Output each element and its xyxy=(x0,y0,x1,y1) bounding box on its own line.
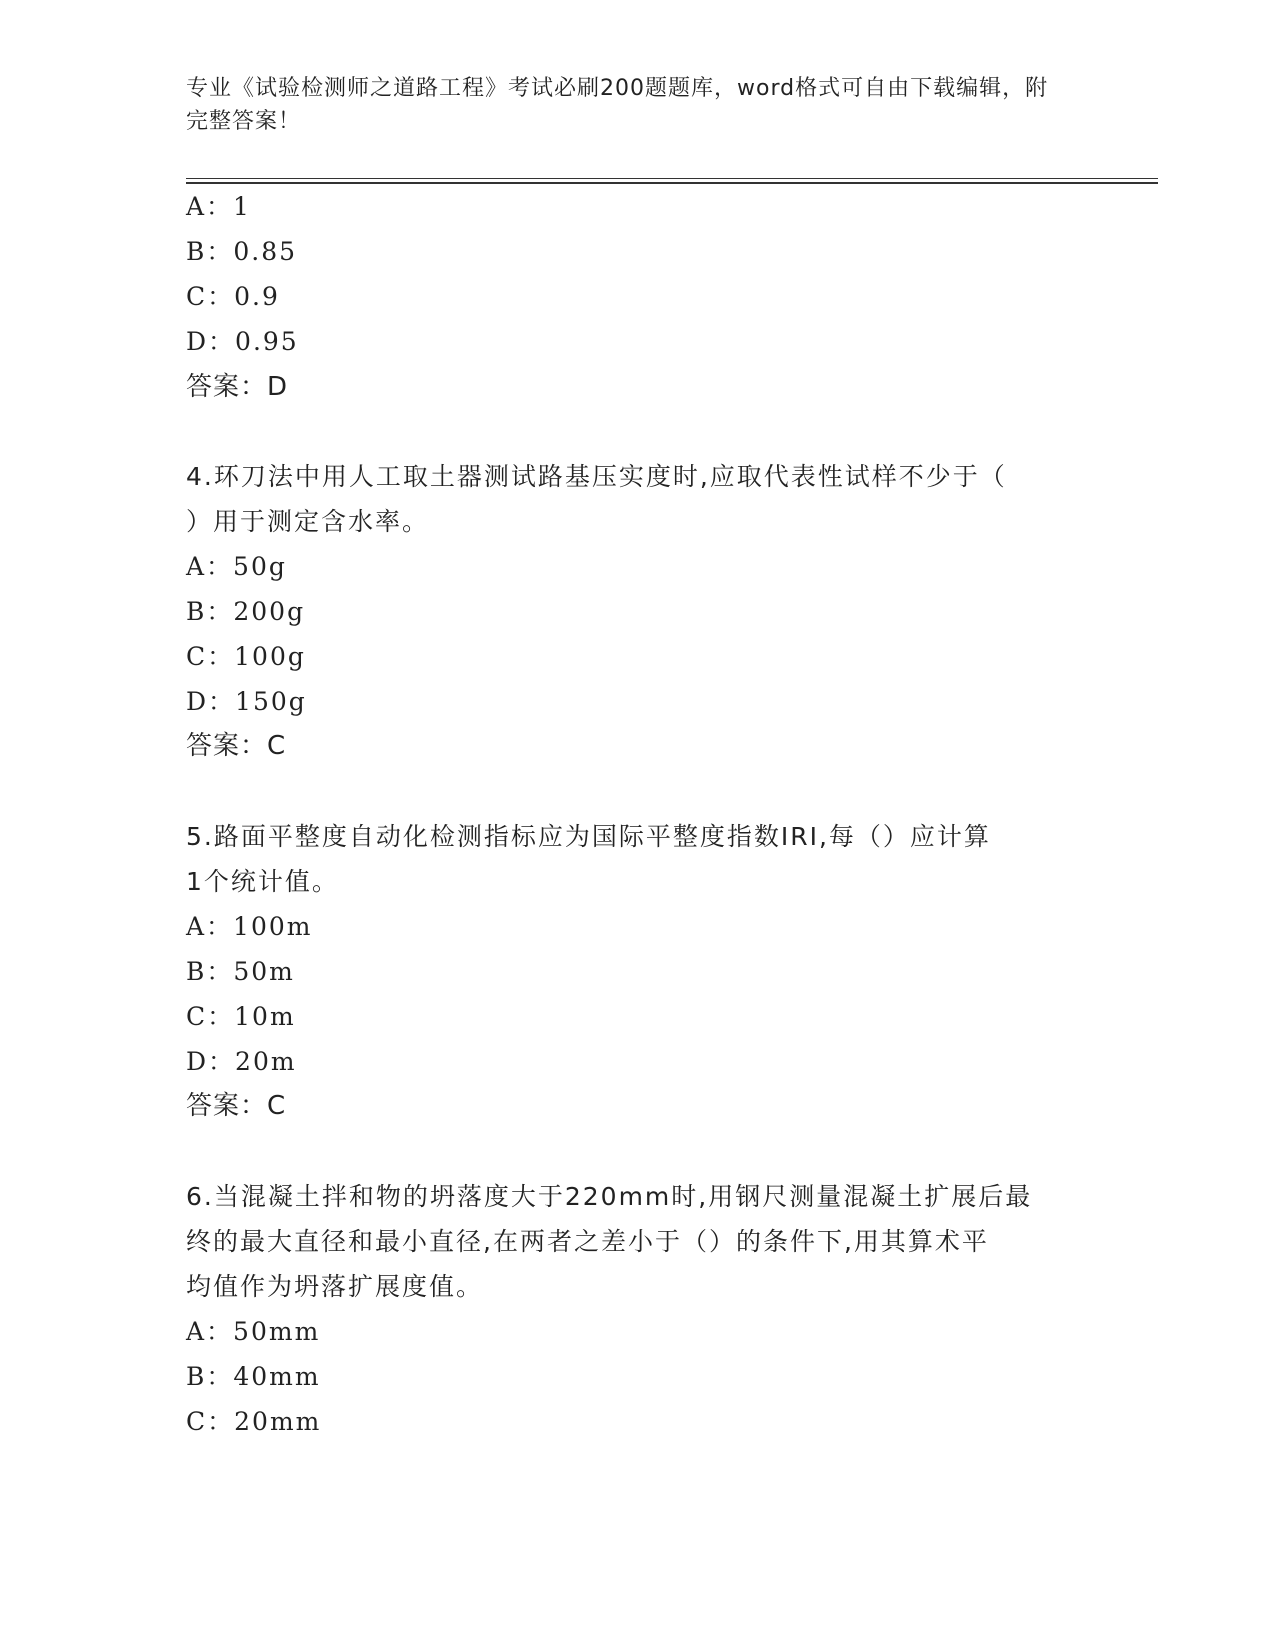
question-6-option-b: B：40mm xyxy=(186,1362,321,1391)
question-4-option-c: C：100g xyxy=(186,642,306,671)
question-5-option-b: B：50m xyxy=(186,957,295,986)
question-5-text-line-2: 1个统计值。 xyxy=(186,867,339,896)
question-5-option-c: C：10m xyxy=(186,1002,296,1031)
question-4-text-line-2: ）用于测定含水率。 xyxy=(186,507,430,536)
option-b: B：0.85 xyxy=(186,237,298,266)
question-5-answer: 答案：C xyxy=(186,1091,287,1121)
question-5-option-d: D：20m xyxy=(186,1047,297,1076)
option-c: C：0.9 xyxy=(186,282,280,311)
question-6-option-c: C：20mm xyxy=(186,1407,322,1436)
question-4-text-line-1: 4.环刀法中用人工取土器测试路基压实度时,应取代表性试样不少于（ xyxy=(186,462,1007,491)
answer: 答案：D xyxy=(186,372,289,402)
option-a: A：1 xyxy=(186,192,251,221)
question-6-text-line-1: 6.当混凝土拌和物的坍落度大于220mm时,用钢尺测量混凝土扩展后最 xyxy=(186,1182,1033,1211)
question-6-text-line-3: 均值作为坍落扩展度值。 xyxy=(186,1272,484,1301)
question-6-text-line-2: 终的最大直径和最小直径,在两者之差小于（）的条件下,用其算术平 xyxy=(186,1227,989,1256)
question-5-option-a: A：100m xyxy=(186,912,313,941)
header-divider-thin xyxy=(186,178,1158,179)
question-4-option-d: D：150g xyxy=(186,687,307,716)
question-6-option-a: A：50mm xyxy=(186,1317,321,1346)
question-5-text-line-1: 5.路面平整度自动化检测指标应为国际平整度指数IRI,每（）应计算 xyxy=(186,822,991,851)
header-divider-thick xyxy=(186,182,1158,184)
question-4-answer: 答案：C xyxy=(186,731,287,761)
question-4-option-a: A：50g xyxy=(186,552,287,581)
question-4-option-b: B：200g xyxy=(186,597,306,626)
document-header: 专业《试验检测师之道路工程》考试必刷200题题库，word格式可自由下载编辑，附完整答案！ xyxy=(186,76,1049,134)
option-d: D：0.95 xyxy=(186,327,299,356)
